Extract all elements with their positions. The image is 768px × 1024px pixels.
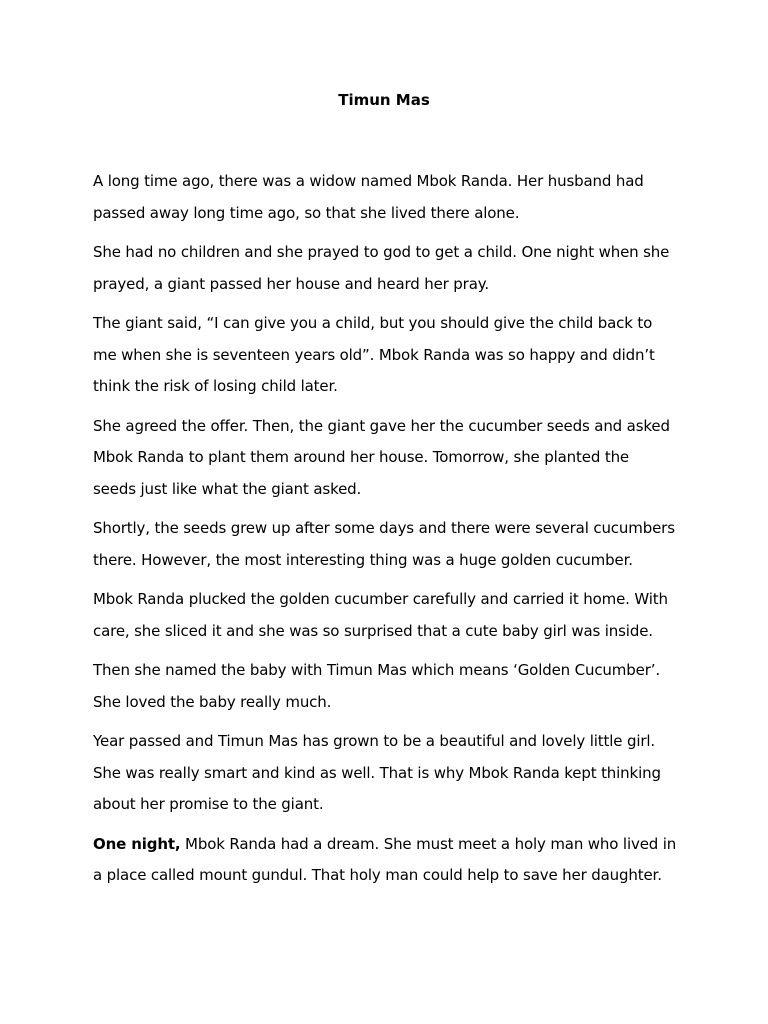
paragraph-line: think the risk of losing child later. — [93, 377, 338, 395]
paragraph-line: a place called mount gundul. That holy man could help to save her daughter. — [93, 866, 662, 884]
paragraph-line: there. However, the most interesting thing was a huge golden cucumber. — [93, 550, 633, 569]
paragraph-line: Then she named the baby with Timun Mas which means ‘Golden Cucumber’. — [93, 661, 660, 679]
paragraph-line: Mbok Randa to plant them around her house. Tomorrow, she planted the — [93, 448, 630, 466]
paragraph-line: Shortly, the seeds grew up after some days and there were several cucumbers — [93, 519, 675, 537]
paragraph-line: She agreed the offer. Then, the giant gave her the cucumber seeds and asked — [93, 416, 670, 435]
paragraph-line — [93, 829, 683, 861]
paragraph-line: about her promise to the giant. — [93, 795, 324, 813]
paragraph-line: Year passed and Timun Mas has grown to be a beautiful and lovely little girl. — [93, 732, 655, 750]
document-body — [93, 166, 683, 900]
paragraph-lead: One night, — [93, 834, 181, 853]
paragraph-1 — [93, 166, 683, 229]
paragraph-line-rest: Mbok Randa had a dream. She must meet a holy man who lived in — [180, 834, 677, 853]
paragraph-line: She loved the baby really much. — [93, 692, 332, 711]
paragraph-6 — [93, 584, 683, 647]
paragraph-line: seeds just like what the giant asked. — [93, 479, 362, 498]
paragraph-2 — [93, 237, 683, 300]
paragraph-line: Mbok Randa plucked the golden cucumber carefully and carried it home. With — [93, 590, 668, 608]
paragraph-9 — [93, 829, 683, 892]
paragraph-line: The giant said, “I can give you a child, but you should give the child back to — [93, 314, 653, 332]
paragraph-7 — [93, 655, 683, 718]
paragraph-line: passed away long time ago, so that she lived there alone. — [93, 203, 520, 222]
paragraph-4 — [93, 411, 683, 506]
paragraph-line: me when she is seventeen years old”. Mbok Randa was so happy and didn’t — [93, 345, 655, 364]
paragraph-line: care, she sliced it and she was so surprised that a cute baby girl was inside. — [93, 621, 653, 640]
paragraph-8 — [93, 726, 683, 821]
paragraph-5 — [93, 513, 683, 576]
paragraph-line: A long time ago, there was a widow named Mbok Randa. Her husband had — [93, 172, 644, 190]
paragraph-line: She was really smart and kind as well. That is why Mbok Randa kept thinking — [93, 763, 661, 782]
paragraph-line: She had no children and she prayed to god to get a child. One night when she — [93, 243, 670, 261]
paragraph-line: prayed, a giant passed her house and heard her pray. — [93, 274, 489, 293]
document-title: Timun Mas — [338, 91, 430, 109]
paragraph-3 — [93, 308, 683, 403]
